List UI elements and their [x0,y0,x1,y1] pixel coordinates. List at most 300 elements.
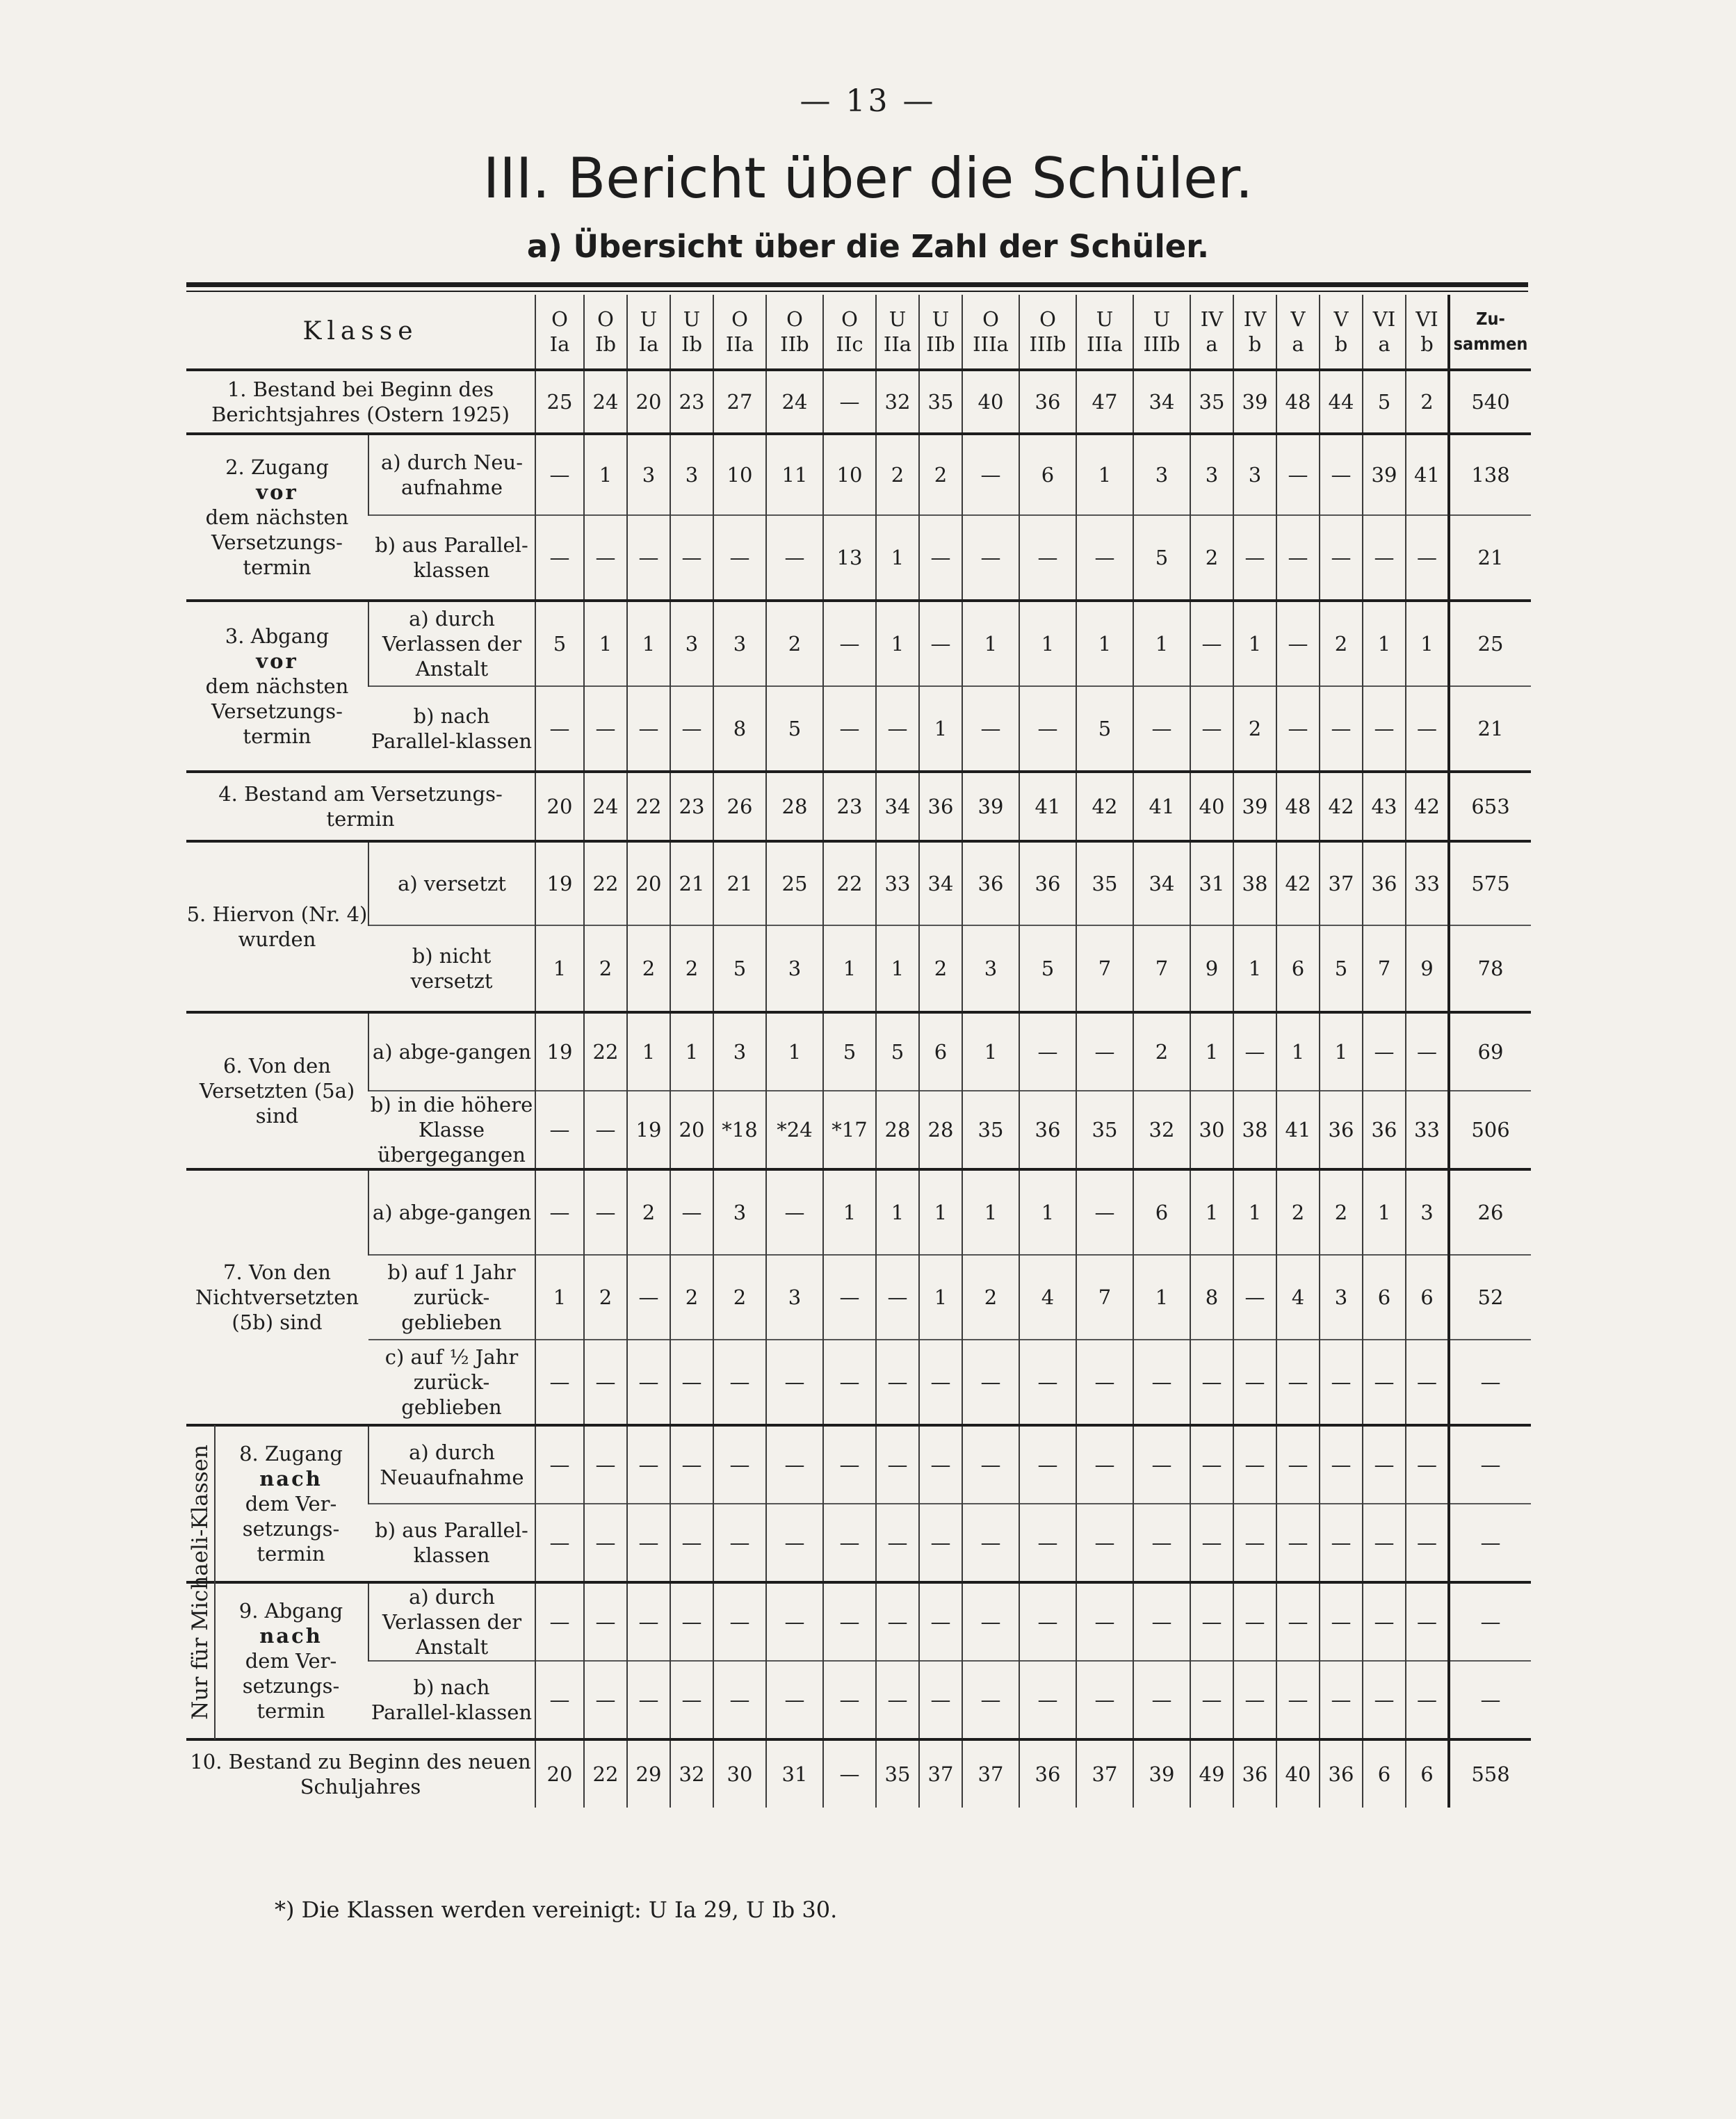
row-label-keyword: nach [259,1467,323,1491]
value-cell: — [1406,515,1449,601]
value-cell: — [584,1340,627,1425]
value-cell: — [670,1661,713,1739]
value-cell: 1 [1019,1169,1076,1255]
value-cell: — [670,1340,713,1425]
page-number: — 13 — [800,83,936,119]
value-cell: 1 [919,1169,962,1255]
column-header: U Ib [670,295,713,370]
value-cell: 40 [962,370,1019,434]
table-row [186,1425,1531,1504]
value-cell: — [627,686,670,772]
row-label-pre: 2. Zugang [225,455,329,479]
row-total-cell: — [1449,1340,1531,1425]
value-cell: — [1363,515,1406,601]
value-cell: — [1363,1504,1406,1582]
value-cell: 48 [1276,370,1320,434]
value-cell: — [919,1582,962,1661]
value-cell: 40 [1276,1739,1320,1808]
value-cell: 1 [1019,601,1076,686]
value-cell: — [823,1504,876,1582]
value-cell: 41 [1133,772,1190,841]
value-cell: 24 [584,370,627,434]
value-cell: — [1276,1340,1320,1425]
column-header: O IIa [713,295,766,370]
value-cell: 1 [1076,434,1133,515]
value-cell: 2 [670,1255,713,1340]
value-cell: — [876,1582,919,1661]
value-cell: — [627,1255,670,1340]
table-top-rule-thin [186,291,1528,292]
value-cell: — [1276,1425,1320,1504]
row-label: 4. Bestand am Versetzungs-termin [218,782,503,831]
row-total-cell: 21 [1449,515,1531,601]
value-cell: 1 [535,925,584,1012]
group-label [186,841,368,1012]
value-cell: 35 [919,370,962,434]
value-cell: 2 [627,1169,670,1255]
value-cell: 1 [962,1169,1019,1255]
row-label-pre: 3. Abgang [225,624,330,648]
sub-row-label: c) auf ½ Jahr zurück-geblieben [368,1340,535,1425]
value-cell: — [1133,1661,1190,1739]
row-label-pre: 9. Abgang [238,1599,343,1623]
table-row [186,1661,1531,1739]
value-cell: 36 [1019,370,1076,434]
value-cell: 2 [1190,515,1233,601]
value-cell: 36 [1019,1091,1076,1169]
value-cell: — [1363,686,1406,772]
value-cell: 7 [1363,925,1406,1012]
value-cell: 2 [962,1255,1019,1340]
column-header: VI a [1363,295,1406,370]
value-cell: — [1276,1582,1320,1661]
value-cell: 41 [1019,772,1076,841]
value-cell: — [1320,1661,1363,1739]
value-cell: 28 [766,772,823,841]
value-cell: — [584,1091,627,1169]
value-cell: — [1406,686,1449,772]
value-cell: 1 [1133,601,1190,686]
value-cell: 1 [1363,601,1406,686]
table-row [186,1255,1531,1340]
table-row [186,1169,1531,1255]
value-cell: — [1233,1582,1276,1661]
value-cell: — [535,515,584,601]
value-cell: — [1233,515,1276,601]
sub-row-label: b) nicht versetzt [368,925,535,1012]
value-cell: — [584,1661,627,1739]
value-cell: 3 [1133,434,1190,515]
value-cell: 32 [670,1739,713,1808]
value-cell: 8 [1190,1255,1233,1340]
column-header: U IIIb [1133,295,1190,370]
value-cell: — [1406,1661,1449,1739]
value-cell: 2 [670,925,713,1012]
row-total-cell: 138 [1449,434,1531,515]
row-label-keyword: nach [259,1624,323,1648]
row-label: 10. Bestand zu Beginn des neuen Schuljahres [190,1750,531,1799]
value-cell: 5 [1133,515,1190,601]
value-cell: 2 [1320,1169,1363,1255]
value-cell: — [1019,1425,1076,1504]
table-row [186,1012,1531,1091]
value-cell: — [1190,686,1233,772]
value-cell: 19 [535,1012,584,1091]
table-top-rule [186,282,1528,287]
value-cell: — [766,1504,823,1582]
value-cell: 2 [1320,601,1363,686]
value-cell: — [627,1582,670,1661]
value-cell: 20 [670,1091,713,1169]
value-cell: 1 [876,601,919,686]
value-cell: — [670,1504,713,1582]
value-cell: — [1233,1661,1276,1739]
row-label-post: dem Ver-setzungs-termin [242,1492,340,1566]
value-cell: 3 [670,601,713,686]
value-cell: 42 [1076,772,1133,841]
value-cell: 21 [670,841,713,925]
value-cell: 1 [627,1012,670,1091]
value-cell: 42 [1406,772,1449,841]
value-cell: — [1019,515,1076,601]
sub-row-label: b) nach Parallel-klassen [368,1661,535,1739]
value-cell: — [1019,686,1076,772]
table-row [186,1504,1531,1582]
table-row [186,601,1531,686]
value-cell: 22 [627,772,670,841]
value-cell: — [1406,1504,1449,1582]
value-cell: 6 [1406,1255,1449,1340]
value-cell: — [1363,1661,1406,1739]
value-cell: — [1076,1425,1133,1504]
value-cell: — [1190,1661,1233,1739]
value-cell: 23 [670,370,713,434]
value-cell: 36 [1233,1739,1276,1808]
value-cell: 3 [766,925,823,1012]
value-cell: — [962,1425,1019,1504]
value-cell: — [670,515,713,601]
value-cell: — [1076,1340,1133,1425]
sub-row-label: b) in die höhere Klasse übergegangen [368,1091,535,1169]
group-label [186,434,368,601]
value-cell: 5 [876,1012,919,1091]
value-cell: 1 [919,686,962,772]
value-cell: — [1019,1012,1076,1091]
column-header: IV a [1190,295,1233,370]
value-cell: — [535,1169,584,1255]
value-cell: *24 [766,1091,823,1169]
column-header: O IIb [766,295,823,370]
value-cell: 9 [1406,925,1449,1012]
value-cell: — [627,515,670,601]
row-label-keyword: vor [256,480,298,504]
value-cell: 2 [766,601,823,686]
value-cell: 2 [876,434,919,515]
value-cell: 35 [876,1739,919,1808]
value-cell: *17 [823,1091,876,1169]
column-header: O Ib [584,295,627,370]
value-cell: — [919,601,962,686]
value-cell: — [823,1340,876,1425]
value-cell: 3 [1233,434,1276,515]
value-cell: 10 [823,434,876,515]
row-total-cell: — [1449,1661,1531,1739]
value-cell: 19 [535,841,584,925]
value-cell: 35 [962,1091,1019,1169]
value-cell: 7 [1133,925,1190,1012]
value-cell: 20 [535,772,584,841]
value-cell: 1 [876,925,919,1012]
row-total-cell: — [1449,1425,1531,1504]
value-cell: — [535,434,584,515]
row-label-post: dem nächsten Versetzungs-termin [205,505,349,579]
value-cell: 1 [1406,601,1449,686]
value-cell: — [766,1169,823,1255]
value-cell: 43 [1363,772,1406,841]
table-row [186,686,1531,772]
value-cell: 10 [713,434,766,515]
value-cell: — [876,1255,919,1340]
value-cell: 5 [1320,925,1363,1012]
value-cell: — [1233,1425,1276,1504]
value-cell: — [1190,1582,1233,1661]
group-label [186,1012,368,1169]
value-cell: 37 [1076,1739,1133,1808]
side-note-michaeli: Nur für Michaeli-Klassen [186,1425,216,1739]
value-cell: 1 [627,601,670,686]
value-cell: — [962,515,1019,601]
value-cell: — [876,1504,919,1582]
value-cell: — [1276,601,1320,686]
value-cell: 49 [1190,1739,1233,1808]
value-cell: — [876,1340,919,1425]
value-cell: 33 [876,841,919,925]
value-cell: 1 [823,1169,876,1255]
value-cell: — [1076,1504,1133,1582]
value-cell: — [823,370,876,434]
value-cell: — [1190,1425,1233,1504]
value-cell: — [823,601,876,686]
row-total-cell: 69 [1449,1012,1531,1091]
student-statistics-table [186,295,1531,1808]
column-header: Zu- sammen [1449,295,1531,370]
table-row [186,1582,1531,1661]
value-cell: — [1019,1582,1076,1661]
value-cell: — [584,1504,627,1582]
value-cell: 34 [876,772,919,841]
value-cell: — [1363,1340,1406,1425]
value-cell: 1 [1320,1012,1363,1091]
value-cell: — [1076,1661,1133,1739]
value-cell: — [627,1504,670,1582]
value-cell: 3 [713,1169,766,1255]
value-cell: 28 [876,1091,919,1169]
value-cell: — [1363,1425,1406,1504]
value-cell: 33 [1406,1091,1449,1169]
value-cell: — [1320,1425,1363,1504]
value-cell: 6 [1363,1739,1406,1808]
value-cell: 1 [1363,1169,1406,1255]
value-cell: 1 [876,515,919,601]
value-cell: 39 [1133,1739,1190,1808]
value-cell: — [1133,1504,1190,1582]
value-cell: 31 [766,1739,823,1808]
table-row [186,370,1531,434]
value-cell: — [535,1340,584,1425]
table-row [186,1340,1531,1425]
value-cell: — [584,1169,627,1255]
value-cell: 36 [1019,1739,1076,1808]
value-cell: 22 [823,841,876,925]
sub-row-label: a) durch Verlassen der Anstalt [368,601,535,686]
value-cell: 34 [1133,841,1190,925]
value-cell: 21 [713,841,766,925]
value-cell: 31 [1190,841,1233,925]
value-cell: — [823,1255,876,1340]
value-cell: — [919,1425,962,1504]
value-cell: 1 [962,601,1019,686]
sub-row-label: b) aus Parallel-klassen [368,1504,535,1582]
value-cell: 6 [1133,1169,1190,1255]
value-cell: 3 [1406,1169,1449,1255]
value-cell: 3 [713,601,766,686]
value-cell: 44 [1320,370,1363,434]
value-cell: 1 [962,1012,1019,1091]
value-cell: — [713,1582,766,1661]
row-total-cell: — [1449,1504,1531,1582]
value-cell: — [823,686,876,772]
value-cell: — [823,1582,876,1661]
value-cell: 2 [919,434,962,515]
table-row [186,841,1531,925]
sub-row-label: b) nach Parallel-klassen [368,686,535,772]
value-cell: 3 [713,1012,766,1091]
value-cell: — [627,1661,670,1739]
value-cell: 1 [823,925,876,1012]
value-cell: 1 [584,601,627,686]
value-cell: — [1276,434,1320,515]
value-cell: — [1019,1504,1076,1582]
value-cell: — [1019,1340,1076,1425]
value-cell: 37 [919,1739,962,1808]
value-cell: 2 [584,1255,627,1340]
value-cell: — [627,1425,670,1504]
sub-row-label: b) aus Parallel-klassen [368,515,535,601]
column-header: U IIIa [1076,295,1133,370]
value-cell: 1 [876,1169,919,1255]
value-cell: 27 [713,370,766,434]
row-total-cell: 25 [1449,601,1531,686]
column-header: U IIb [919,295,962,370]
value-cell: — [1320,1504,1363,1582]
value-cell: 2 [627,925,670,1012]
column-header: U IIa [876,295,919,370]
value-cell: 6 [1019,434,1076,515]
value-cell: 5 [1076,686,1133,772]
value-cell: — [1406,1340,1449,1425]
value-cell: 3 [627,434,670,515]
value-cell: — [823,1739,876,1808]
table-row [186,1739,1531,1808]
column-header: VI b [1406,295,1449,370]
value-cell: — [1190,601,1233,686]
value-cell: 2 [919,925,962,1012]
row-label-post: dem nächsten Versetzungs-termin [205,674,349,748]
value-cell: — [962,434,1019,515]
value-cell: 1 [584,434,627,515]
value-cell: — [670,1169,713,1255]
column-header: IV b [1233,295,1276,370]
value-cell: — [919,515,962,601]
value-cell: 37 [962,1739,1019,1808]
value-cell: 22 [584,1012,627,1091]
value-cell: — [876,1425,919,1504]
value-cell: — [535,1582,584,1661]
row-label-pre: 8. Zugang [239,1442,343,1466]
row-label-post: dem Ver-setzungs-termin [242,1649,340,1723]
value-cell: 11 [766,434,823,515]
value-cell: 36 [1019,841,1076,925]
value-cell: — [962,1582,1019,1661]
value-cell: — [1320,1582,1363,1661]
value-cell: — [1276,686,1320,772]
value-cell: 2 [584,925,627,1012]
value-cell: 3 [766,1255,823,1340]
row-total-cell: — [1449,1582,1531,1661]
column-header: V a [1276,295,1320,370]
value-cell: 6 [919,1012,962,1091]
value-cell: — [584,686,627,772]
value-cell: 24 [766,370,823,434]
value-cell: — [1190,1340,1233,1425]
value-cell: 5 [766,686,823,772]
value-cell: — [766,1661,823,1739]
value-cell: — [713,1340,766,1425]
value-cell: 1 [1190,1012,1233,1091]
table-row [186,1091,1531,1169]
value-cell: — [535,686,584,772]
table-row [186,772,1531,841]
value-cell: 36 [1320,1091,1363,1169]
value-cell: 20 [627,841,670,925]
row-label: 7. Von den Nichtversetzten (5b) sind [195,1260,359,1334]
row-label: 5. Hiervon (Nr. 4) wurden [186,902,368,951]
value-cell: 39 [962,772,1019,841]
table-row [186,925,1531,1012]
value-cell: 3 [1190,434,1233,515]
value-cell: — [713,515,766,601]
value-cell: 29 [627,1739,670,1808]
value-cell: — [1133,1582,1190,1661]
value-cell: 2 [1276,1169,1320,1255]
value-cell: 23 [670,772,713,841]
value-cell: — [535,1425,584,1504]
value-cell: 3 [1320,1255,1363,1340]
value-cell: — [1133,1340,1190,1425]
sub-row-label: a) durch Verlassen der Anstalt [368,1582,535,1661]
value-cell: — [713,1504,766,1582]
value-cell: — [962,1340,1019,1425]
value-cell: — [584,515,627,601]
table-row [186,434,1531,515]
value-cell: — [627,1340,670,1425]
value-cell: 42 [1276,841,1320,925]
value-cell: 41 [1276,1091,1320,1169]
row-total-cell: 540 [1449,370,1531,434]
value-cell: 2 [1233,686,1276,772]
column-header: O Ia [535,295,584,370]
value-cell: — [713,1661,766,1739]
